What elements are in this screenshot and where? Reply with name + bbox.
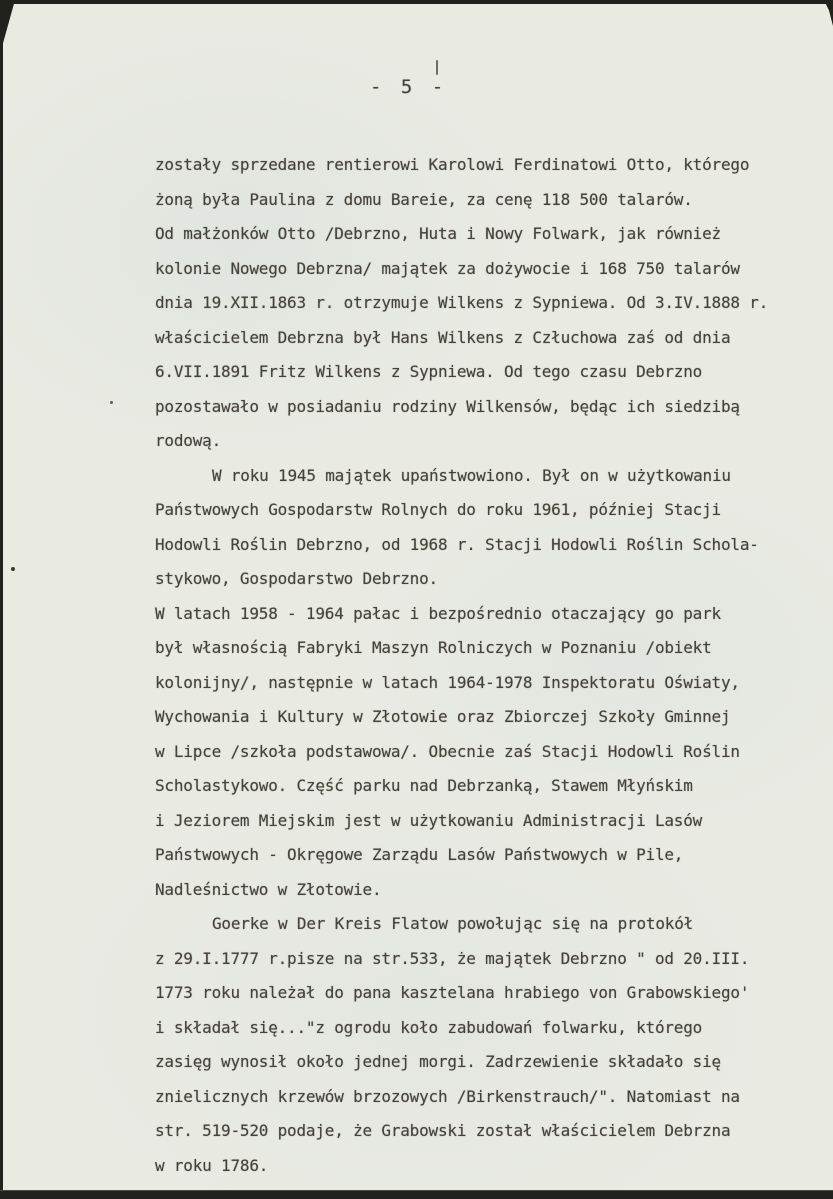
text-line: i Jeziorem Miejskim jest w użytkowaniu Administracji Lasów (155, 810, 703, 830)
text-line: 1773 roku należał do pana kasztelana hrabiego von Grabowskiego' (155, 983, 750, 1002)
text-line: Wychowania i Kultury w Złotowie oraz Zbiorczej Szkoły Gminnej (155, 707, 731, 726)
text-line: zasięg wynosił około jednej morgi. Zadrzewienie składało się (155, 1052, 721, 1071)
text-line: w roku 1786. (155, 1155, 269, 1175)
scan-edge-bottom (0, 1190, 833, 1199)
text-line: i składał się..."z ogrodu koło zabudowań folwarku, którego (155, 1017, 703, 1037)
text-line: dnia 19.XII.1863 r. otrzymuje Wilkens z Sypniewa. Od 3.IV.1888 r. (155, 293, 769, 312)
scan-edge-left (0, 0, 3, 1199)
text-line: żoną była Paulina z domu Bareie, za cenę 118 500 talarów. (155, 189, 693, 209)
text-line: Hodowli Roślin Debrzno, od 1968 r. Stacji Hodowli Roślin Schola- (155, 534, 759, 554)
scan-speck (436, 60, 438, 75)
text-line: Od małżonków Otto /Debrzno, Huta i Nowy Folwark, jak również (155, 224, 721, 243)
text-line: stykowo, Gospodarstwo Debrzno. (155, 569, 438, 588)
text-line: zostały sprzedane rentierowi Karolowi Ferdinatowi Otto, którego (155, 155, 750, 174)
text-line: był własnością Fabryki Maszyn Rolniczych w Poznaniu /obiekt (155, 638, 712, 657)
text-line: W roku 1945 majątek upaństwowiono. Był on w użytkowaniu (212, 465, 731, 485)
text-line: str. 519-520 podaje, że Grabowski został właścicielem Debrzna (155, 1121, 731, 1140)
text-line: znielicznych krzewów brzozowych /Birkenstrauch/". Natomiast na (155, 1086, 740, 1106)
text-line: z 29.I.1777 r.pisze na str.533, że majątek Debrzno " od 20.III. (155, 948, 750, 968)
scan-speck (110, 401, 113, 404)
scan-speck (11, 567, 15, 571)
text-line: Scholastykowo. Część parku nad Debrzanką, Stawem Młyńskim (155, 776, 693, 795)
text-line: Państwowych - Okręgowe Zarządu Lasów Państwowych w Pile, (155, 845, 684, 864)
scan-edge-top (0, 0, 833, 4)
text-line: rodową. (155, 431, 222, 450)
text-line: kolonijny/, następnie w latach 1964-1978 Inspektoratu Oświaty, (155, 672, 740, 692)
text-line: właścicielem Debrzna był Hans Wilkens z Człuchowa zaś od dnia (155, 327, 731, 347)
text-line: 6.VII.1891 Fritz Wilkens z Sypniewa. Od tego czasu Debrzno (155, 362, 703, 381)
text-line: w Lipce /szkoła podstawowa/. Obecnie zaś Stacji Hodowli Roślin (155, 741, 740, 761)
page-number: - 5 - (370, 76, 448, 98)
document-paper (3, 4, 833, 1190)
text-line: Nadleśnictwo w Złotowie. (155, 879, 382, 899)
document-text (155, 148, 815, 1183)
text-line: kolonie Nowego Debrzna/ majątek za dożywocie i 168 750 talarów (155, 258, 740, 278)
text-line: pozostawało w posiadaniu rodziny Wilkensów, będąc ich siedzibą (155, 396, 740, 416)
text-line: Państwowych Gospodarstw Rolnych do roku 1961, później Stacji (155, 500, 721, 519)
text-line: Goerke w Der Kreis Flatow powołując się na protokół (212, 914, 694, 933)
text-line: W latach 1958 - 1964 pałac i bezpośrednio otaczający go park (155, 603, 721, 623)
